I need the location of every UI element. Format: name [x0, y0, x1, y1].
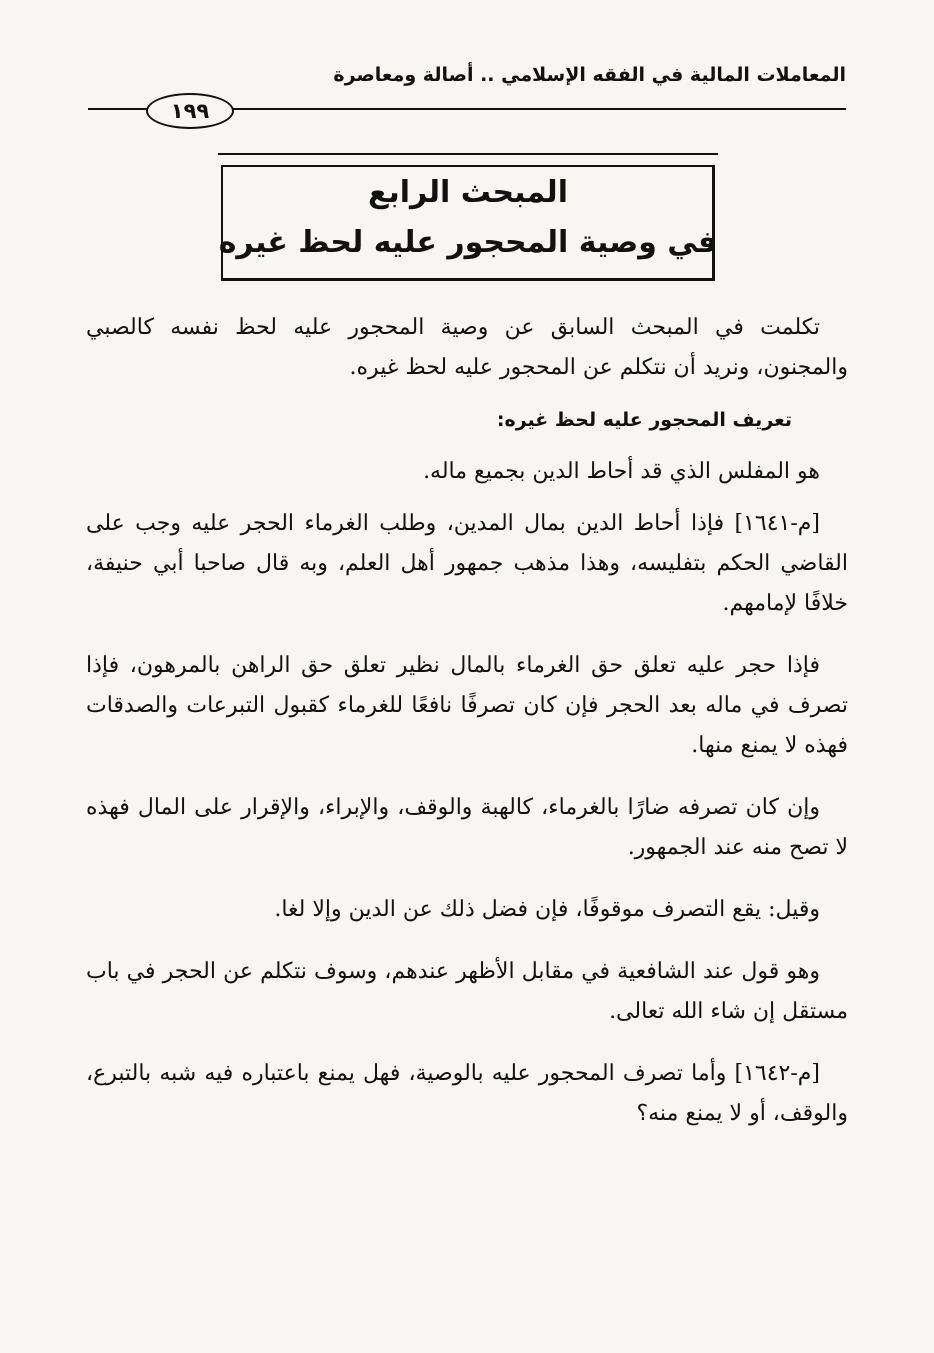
- paragraph-5: وإن كان تصرفه ضارًا بالغرماء، كالهبة والوقف، والإبراء، والإقرار على المال فهذه لا تصح منه عند الجمهور.: [86, 795, 848, 860]
- running-header-title: المعاملات المالية في الفقه الإسلامي .. أصالة ومعاصرة: [333, 64, 846, 86]
- section-title-line-1: المبحث الرابع: [368, 175, 568, 210]
- paragraph-1: تكلمت في المبحث السابق عن وصية المحجور عليه لحظ نفسه كالصبي والمجنون، ونريد أن نتكلم عن المحجور عليه لحظ غيره.: [86, 315, 848, 380]
- paragraph-2: هو المفلس الذي قد أحاط الدين بجميع ماله.: [423, 459, 820, 484]
- paragraph-8: [م-١٦٤٢] وأما تصرف المحجور عليه بالوصية، فهل يمنع باعتباره فيه شبه بالتبرع، والوقف، أو لا يمنع منه؟: [86, 1061, 848, 1126]
- paragraph-3: [م-١٦٤١] فإذا أحاط الدين بمال المدين، وطلب الغرماء الحجر عليه وجب على القاضي الحكم بتفليسه، وهذا مذهب جمهور أهل العلم، وبه قال صاحبا أبي حنيفة، خلافًا لإمامهم.: [86, 511, 848, 616]
- title-top-rule: [218, 153, 718, 155]
- definition-subheading: [86, 400, 848, 440]
- paragraph-7: وهو قول عند الشافعية في مقابل الأظهر عندهم، وسوف نتكلم عن الحجر في باب مستقل إن شاء الله تعالى.: [86, 959, 848, 1024]
- body-text: [86, 308, 848, 1134]
- section-title-line-2: في وصية المحجور عليه لحظ غيره: [218, 225, 718, 260]
- section-title-box: [218, 153, 718, 281]
- paragraph-6: وقيل: يقع التصرف موقوفًا، فإن فضل ذلك عن الدين وإلا لغا.: [274, 897, 820, 922]
- paragraph-4: فإذا حجر عليه تعلق حق الغرماء بالمال نظير تعلق حق الراهن بالمرهون، فإذا تصرف في ماله بعد الحجر فإن كان تصرفًا نافعًا للغرماء كقبول التبرعات والصدقات فهذه لا يمنع منها.: [86, 653, 848, 758]
- subheading-text: تعريف المحجور عليه لحظ غيره:: [496, 409, 792, 431]
- page-number-badge: ١٩٩: [146, 93, 234, 129]
